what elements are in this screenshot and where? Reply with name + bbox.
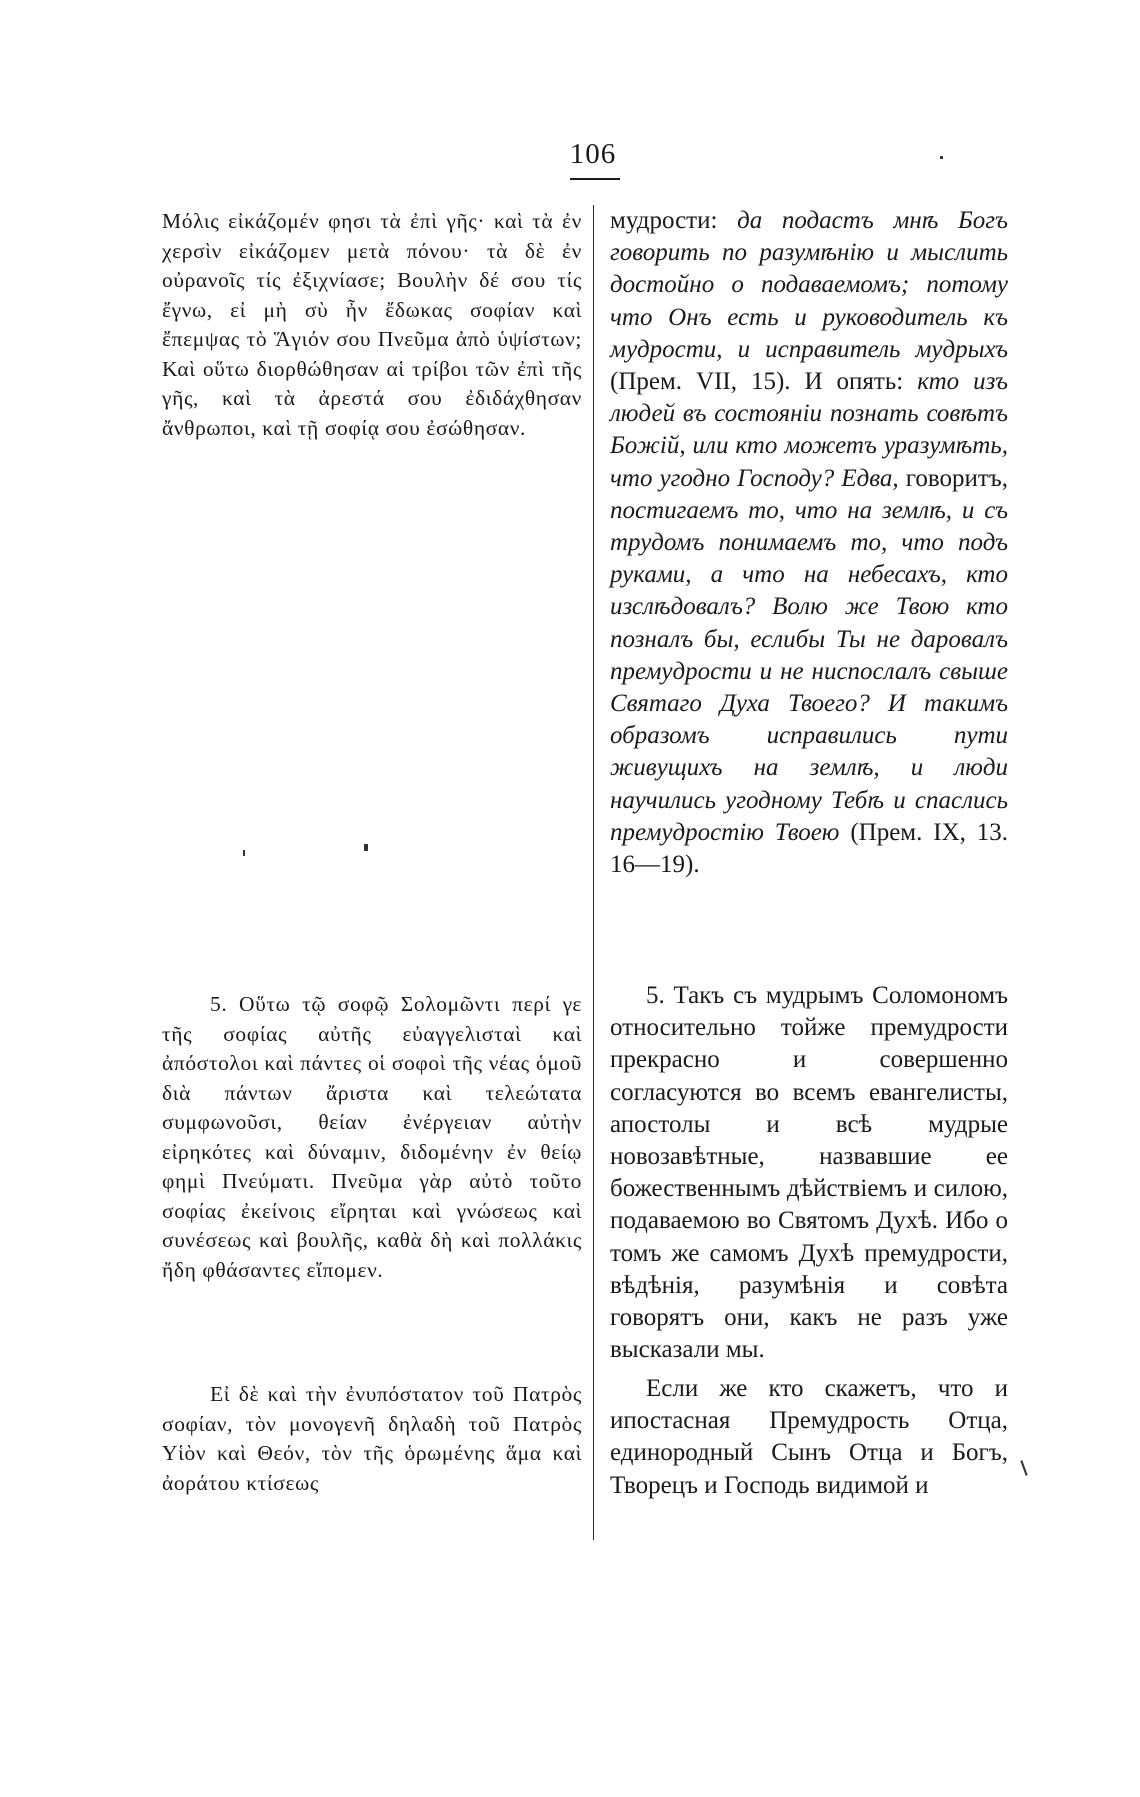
russian-p1-quote-2: кто изъ людей въ состояніи познать совѣтъ Божій, или кто можетъ уразумѣть, что угодно Господу? Едва, [610, 368, 1009, 492]
russian-p1-text-4: (Прем. IX, 13. 16—19). [610, 818, 1008, 879]
russian-p1-text-2: (Прем. VII, 15). И опять: [610, 368, 918, 396]
greek-paragraph-2: 5. Οὕτω τῷ σοφῷ Σολομῶντι περί γε τῆς σοφίας αὐτῆς εὐαγγελισταὶ καὶ ἀπόστολοι καὶ πάντες οἱ σοφοὶ τῆς νέας ὁμοῦ διὰ πάντων ἄριστα καὶ τελεώτατα συμφωνοῦσι, θείαν ἐνέργειαν αὐτὴν εἰρηκότες καὶ δύναμιν, διδομένην ἐν θείῳ φημὶ Πνεύματι. Πνεῦμα γὰρ αὐτὸ τοῦτο σοφίας ἐκείνοις εἴρηται καὶ γνώσεως καὶ συνέσεως καὶ βουλῆς, καθὰ δὴ καὶ πολλάκις ἤδη φθάσαντες εἴπομεν. [162, 992, 582, 1282]
column-divider [593, 205, 594, 1540]
scan-speck-2 [364, 844, 368, 851]
russian-paragraph-3: Если же кто скажетъ, что и ипостасная Премудрость Отца, единородный Сынъ Отца и Богъ, Творецъ и Господь видимой и [610, 1375, 1008, 1499]
scan-speck-4 [1020, 1460, 1027, 1476]
scan-speck-1 [940, 156, 943, 159]
russian-p1-text-3: говоритъ, [898, 464, 1008, 492]
page-number-rule [570, 178, 620, 180]
greek-paragraph-1: Μόλις εἰκάζομέν φησι τὰ ἐπὶ γῆς· καὶ τὰ ἐν χερσὶν εἰκάζομεν μετὰ πόνου· τὰ δὲ ἐν οὐρανοῖς τίς ἐξιχνίασε; Βουλὴν δέ σου τίς ἔγνω, εἰ μὴ σὺ ἦν ἔδωκας σοφίαν καὶ ἔπεμψας τὸ Ἅγιόν σου Πνεῦμα ἀπὸ ὑψίστων; Καὶ οὕτω διορθώθησαν αἱ τρίβοι τῶν ἐπὶ τῆς γῆς, καὶ τὰ ἀρεστά σου ἐδιδάχθησαν ἄνθρωποι, καὶ τῇ σοφίᾳ σου ἐσώθησαν. [162, 209, 582, 440]
russian-paragraph-1 [610, 205, 1008, 881]
russian-p1-text-1: мудрости: [610, 207, 738, 234]
page-number: 106 [569, 138, 617, 170]
scan-speck-3 [243, 850, 245, 856]
russian-p1-quote-1: да подастъ мнѣ Богъ говорить по разумѣнію и мыслить достойно о подаваемомъ; потому что Онъ есть и руководитель къ мудрости, и исправитель мудрыхъ [610, 207, 1008, 363]
russian-p1-quote-3: постигаемъ то, что на землѣ, и съ трудомъ понимаемъ то, что подъ руками, а что на небесахъ, кто изслѣдовалъ? Волю же Твою кто позналъ бы, еслибы Ты не даровалъ премудрости и не ниспослалъ свыше Святаго Духа Твоего? И такимъ образомъ исправились пути живущихъ на землѣ, и люди научились угодному Тебѣ и спаслись премудростію Твоею [610, 496, 1008, 846]
russian-paragraph-2: 5. Такъ съ мудрымъ Соломономъ относительно тойже премудрости прекрасно и совершенно согласуются во всемъ евангелисты, апостолы и всѣ мудрые новозавѣтные, назвавшие ее божественнымъ дѣйствіемъ и силою, подаваемою во Святомъ Духѣ. Ибо о томъ же самомъ Духѣ премудрости, вѣдѣнія, разумѣнія и совѣта говорятъ они, какъ не разъ уже высказали мы. [610, 982, 1008, 1364]
greek-paragraph-3: Εἰ δὲ καὶ τὴν ἐνυπόστατον τοῦ Πατρὸς σοφίαν, τὸν μονογενῆ δηλαδὴ τοῦ Πατρὸς Υἱὸν καὶ Θεόν, τὸν τῆς ὁρωμένης ἅμα καὶ ἀοράτου κτίσεως [162, 1382, 582, 1495]
